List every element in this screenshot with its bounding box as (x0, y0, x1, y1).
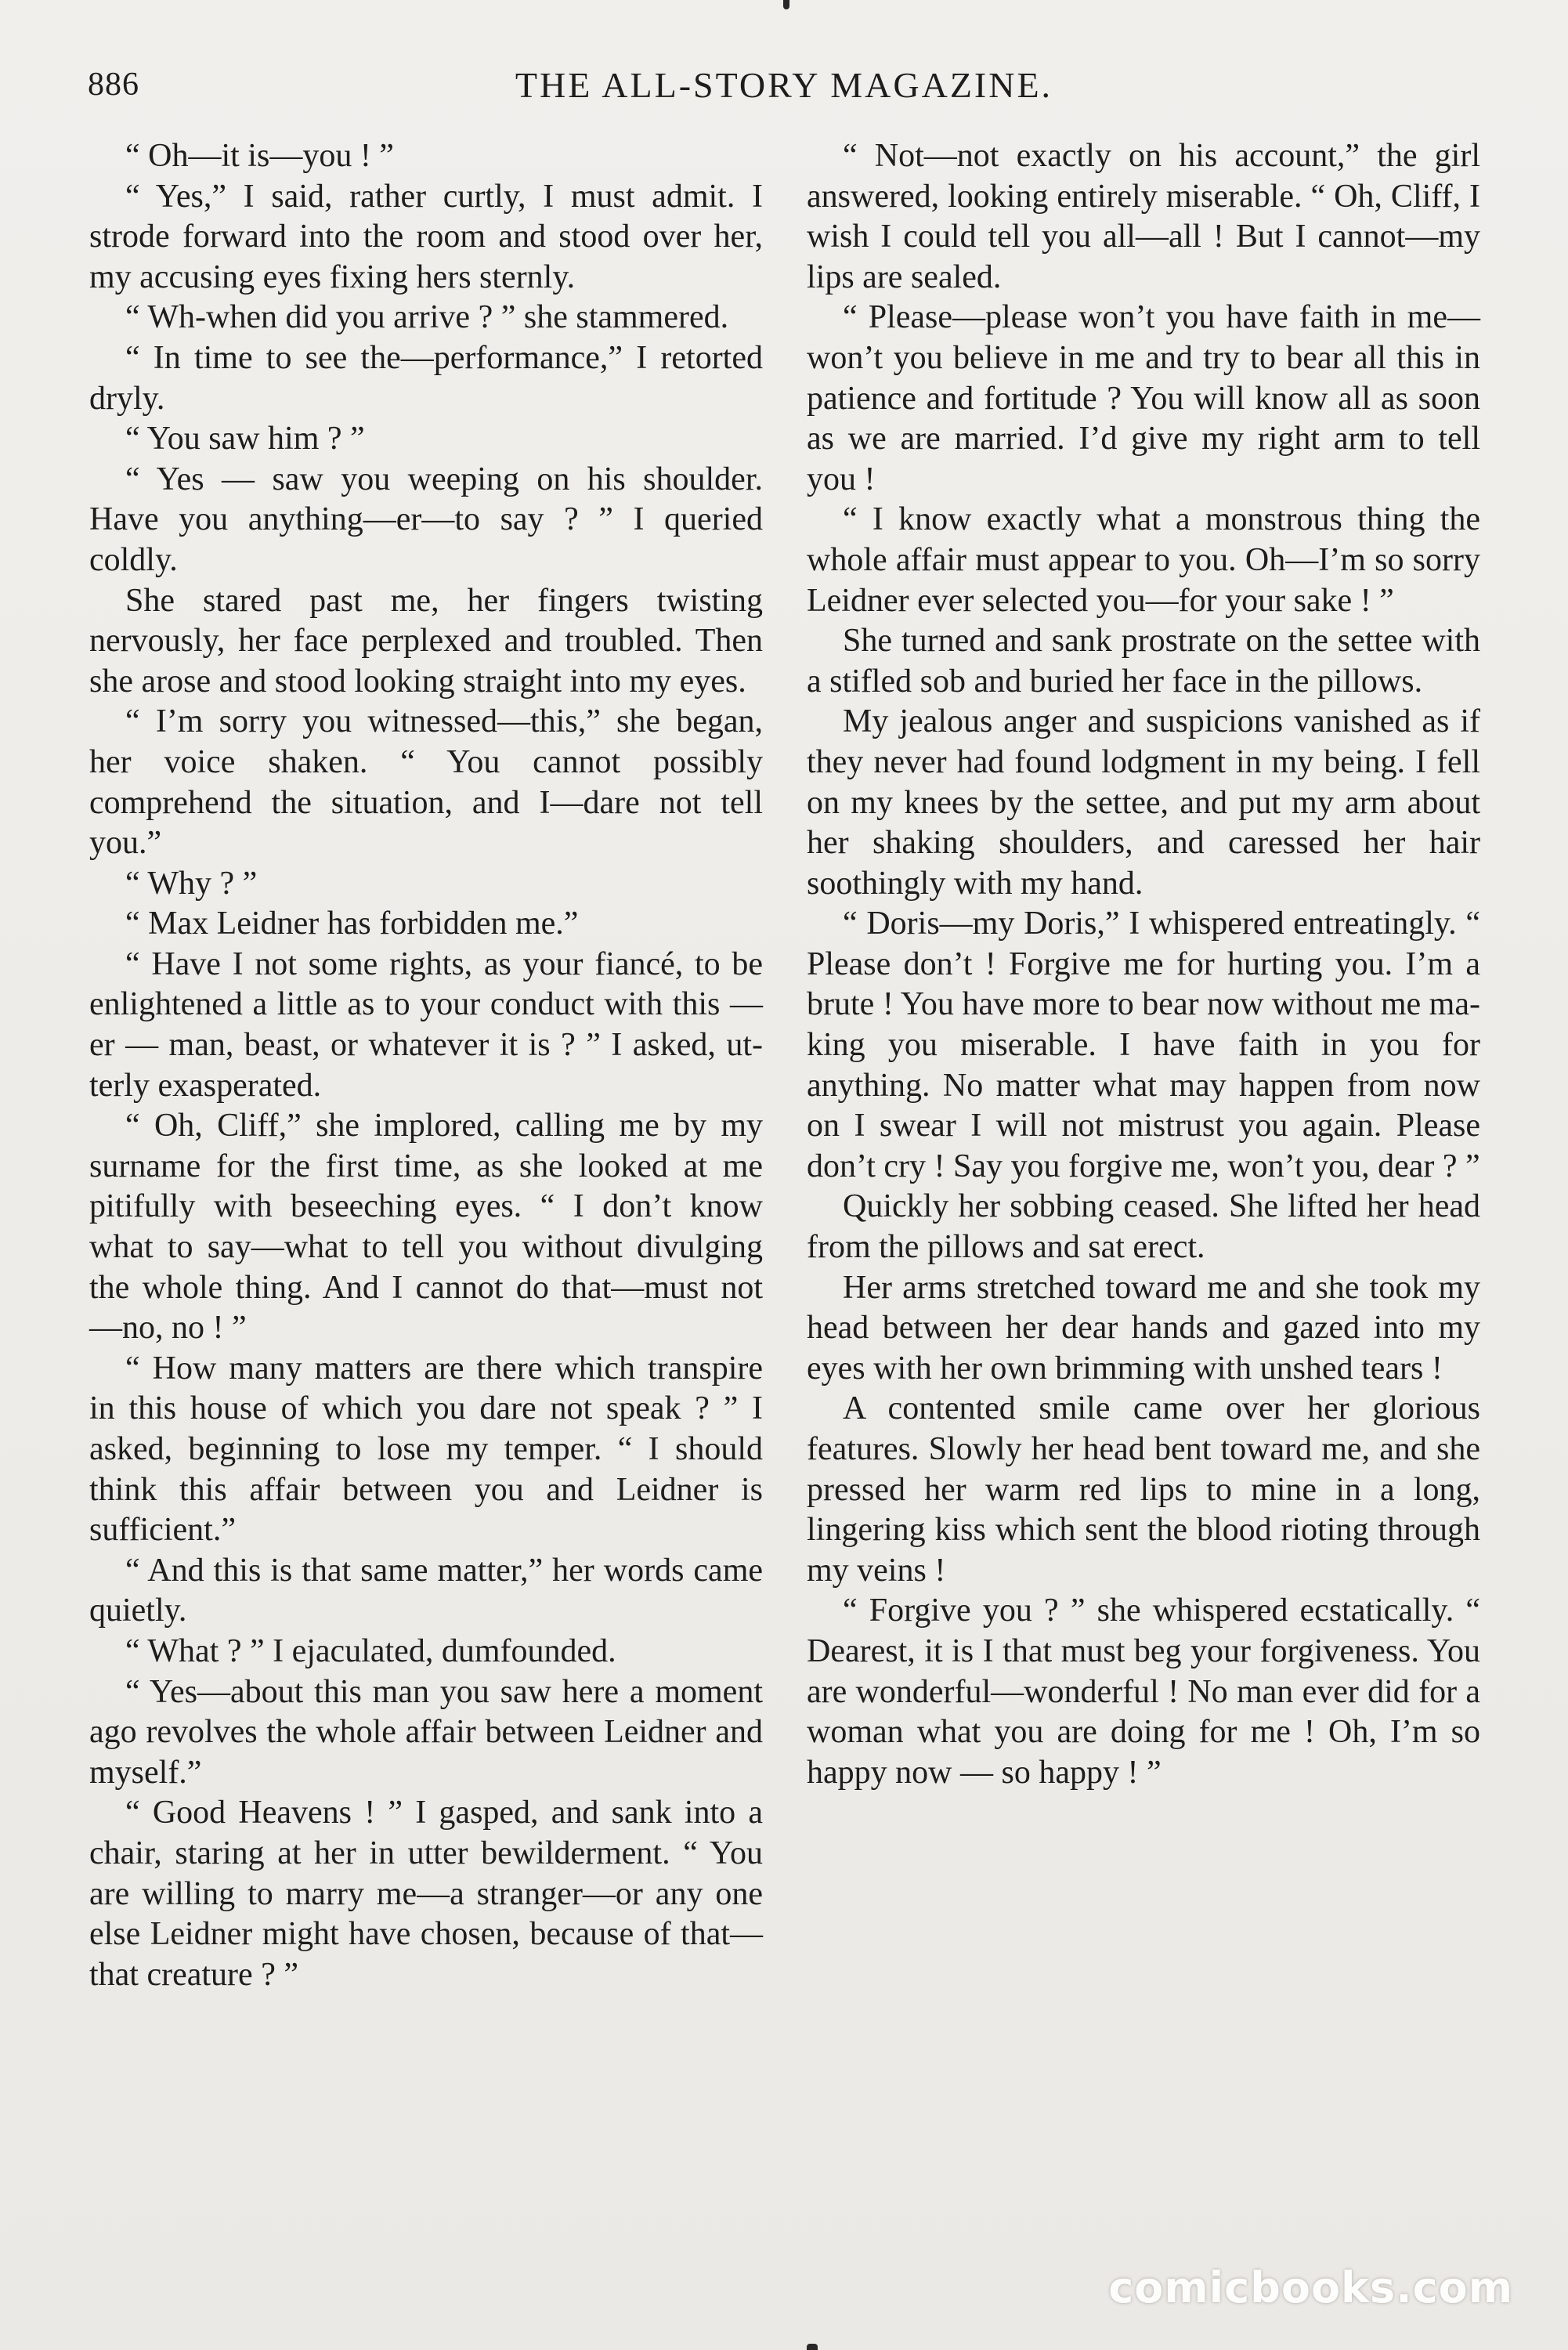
paragraph: “ Oh—it is—you ! ” (125, 138, 394, 174)
paragraph: “ Good Heavens ! ” I gasped, and sank into a chair, staring at her in utter bewilderment. “ You are willing to marry me—a stranger—or any one else Leidner might have chosen, because of that—that creature ? ” (89, 1795, 763, 1993)
page-header (88, 61, 1480, 116)
paragraph: My jealous anger and suspicions vanished as if they never had found lodgment in my being. I fell on my knees by the settee, and put my arm about her shaking shoulders, and caressed her hair soothingly with my hand. (807, 703, 1480, 902)
paragraph: “ Forgive you ? ” she whispered ecstatically. “ Dearest, it is I that must beg your forgiveness. You are wonderful—wonderful ! No man ever did for a woman what you are doing for me ! Oh, I’m so happy now — so happy ! ” (807, 1593, 1480, 1791)
paragraph: Quickly her sobbing ceased. She lifted her head from the pillows and sat erect. (807, 1188, 1480, 1266)
paragraph: “ Please—please won’t you have faith in me—won’t you believe in me and try to bear all this in patience and fortitude ? You will know all as soon as we are married. I’d give my right arm to tell you ! (807, 299, 1480, 497)
magazine-title: THE ALL-STORY MAGAZINE. (515, 65, 1053, 105)
paragraph: “ What ? ” I ejaculated, dumfounded. (125, 1632, 616, 1669)
paragraph: “ Have I not some rights, as your fiancé, to be enlightened a little as to your conduct with this — er — man, beast, or whatever it is ? ” I asked, utterly exasperated. (89, 945, 763, 1104)
paragraph: “ Doris—my Doris,” I whispered entreatingly. “ Please don’t ! Forgive me for hurting you. I’m a brute ! You have more to bear now without me making you miserable. I have faith in you for anything. No matter what may happen from now on I swear I will not mistrust you again. Please don’t cry ! Say you forgive me, won’t you, dear ? ” (807, 906, 1480, 1184)
paragraph: “ Max Leidner has forbidden me.” (125, 906, 579, 942)
watermark: comicbooks.com (1108, 2263, 1513, 2312)
ink-mark-top (783, 0, 789, 9)
page-number: 886 (88, 67, 139, 103)
paragraph: “ Not—not exactly on his account,” the girl answered, looking entirely miserable. “ Oh, Cliff, I wish I could tell you all—all ! But I cannot—my lips are sealed. (807, 138, 1480, 295)
paragraph: “ I know exactly what a monstrous thing the whole affair must appear to you. Oh—I’m so sorry Leidner ever selected you—for your sake ! ” (807, 501, 1480, 619)
paragraph: “ In time to see the—performance,” I retorted dryly. (89, 339, 763, 417)
ink-mark-bottom (807, 2344, 818, 2350)
paragraph: “ I’m sorry you witnessed—this,” she began, her voice shaken. “ You cannot possibly comprehend the situation, and I—dare not tell you.” (89, 703, 763, 862)
paragraph: She turned and sank prostrate on the settee with a stifled sob and buried her face in the pillows. (807, 623, 1480, 700)
paragraph: “ Wh-when did you arrive ? ” she stammered. (125, 299, 729, 336)
paragraph: “ Yes—about this man you saw here a moment ago revolves the whole affair between Leidner and myself.” (89, 1673, 763, 1791)
paragraph: She stared past me, her fingers twisting nervously, her face perplexed and troubled. Then she arose and stood looking straight into my eyes. (89, 582, 763, 700)
left-column (89, 136, 763, 1995)
right-column (807, 136, 1480, 1793)
paragraph: “ Yes — saw you weeping on his shoulder. Have you anything—er—to say ? ” I queried coldly. (89, 461, 763, 578)
paragraph: “ You saw him ? ” (125, 421, 365, 457)
paragraph: “ Why ? ” (125, 865, 258, 902)
paragraph: “ And this is that same matter,” her words came quietly. (89, 1552, 763, 1629)
paragraph: “ Oh, Cliff,” she implored, calling me by my surname for the first time, as she looked at me pitifully with beseeching eyes. “ I don’t know what to say—what to tell you without divulging the whole thing. And I cannot do that—must not —no, no ! ” (89, 1108, 763, 1347)
paragraph: A contented smile came over her glorious features. Slowly her head bent toward me, and she pressed her warm red lips to mine in a long, lingering kiss which sent the blood rioting through my veins ! (807, 1390, 1480, 1589)
paragraph: Her arms stretched toward me and she took my head between her dear hands and gazed into my eyes with her own brimming with unshed tears ! (807, 1269, 1480, 1386)
paragraph: “ Yes,” I said, rather curtly, I must admit. I strode forward into the room and stood over her, my accusing eyes fixing hers sternly. (89, 178, 763, 295)
paragraph: “ How many matters are there which transpire in this house of which you dare not speak ? ” I asked, beginning to lose my temper. “ I should think this affair between you and Leidner is sufficient.” (89, 1350, 763, 1549)
